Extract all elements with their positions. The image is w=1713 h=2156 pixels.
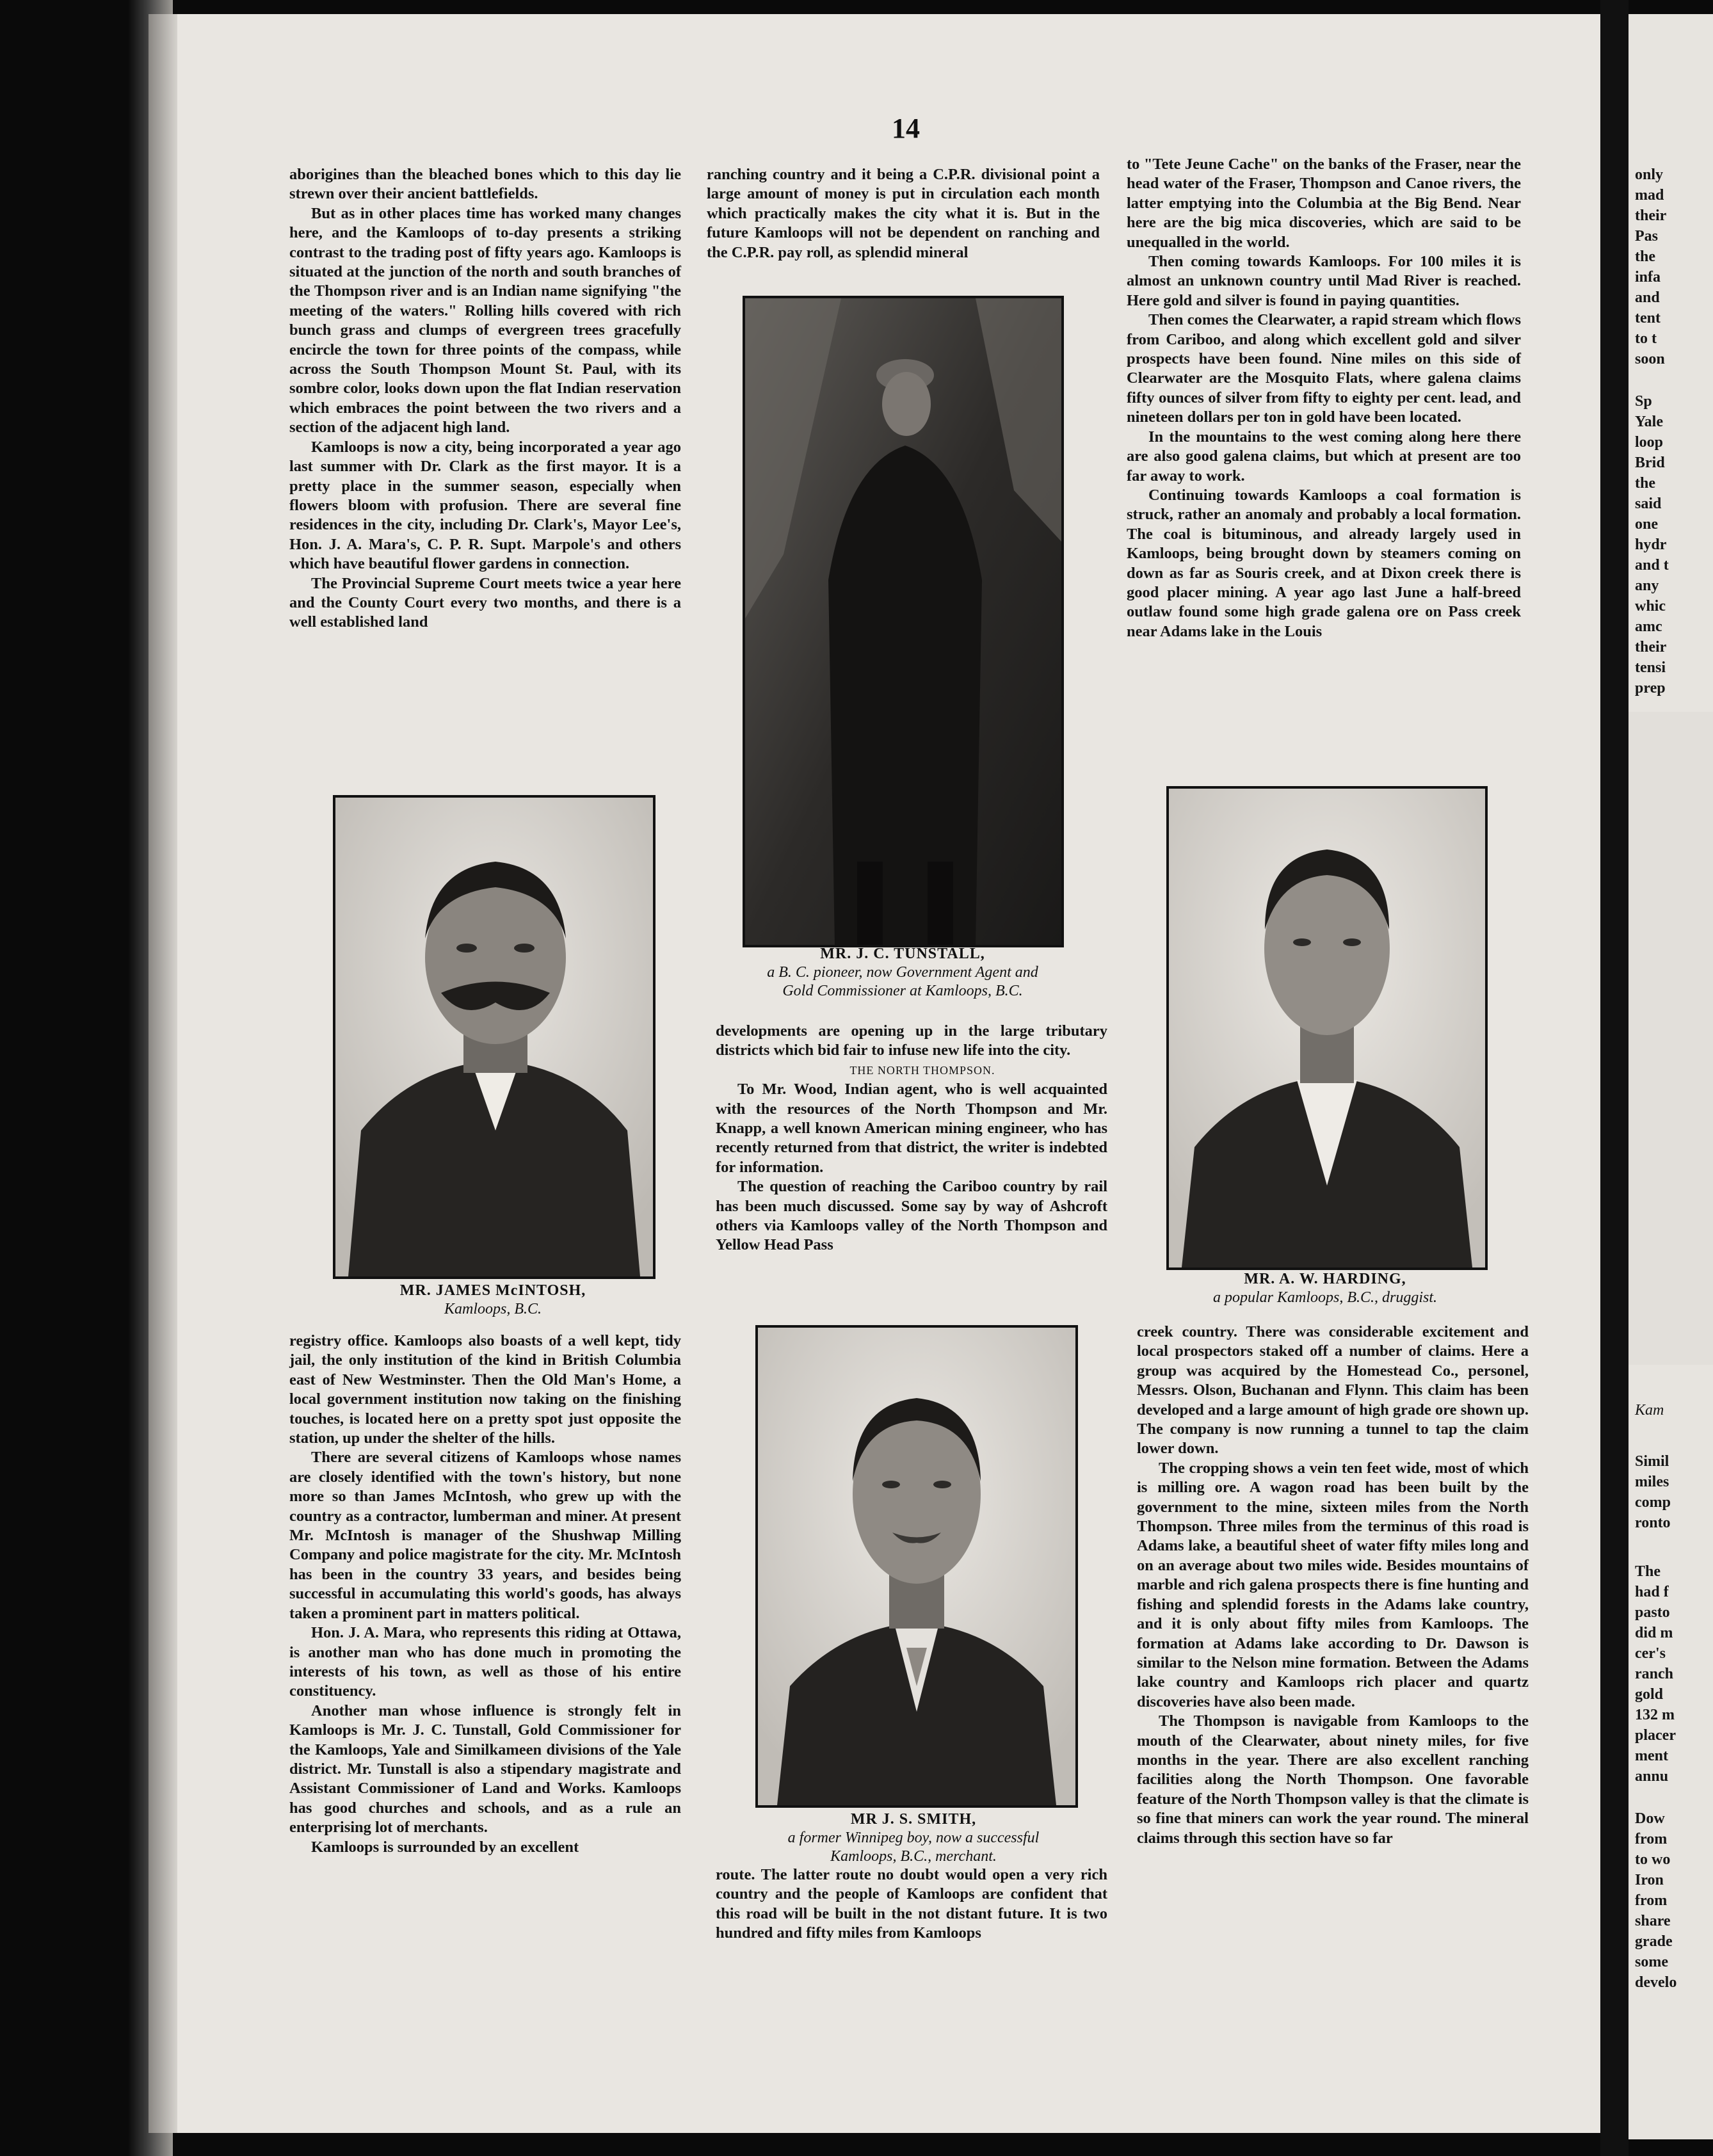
fragment-line: grade (1635, 1933, 1673, 1950)
fragment-line: loop (1635, 434, 1664, 451)
paragraph: The question of reaching the Cariboo country by rail has been much discussed. Some say by way of Ashcroft others via Kamloops valley of the North Thompson and Yellow Head Pass (716, 1178, 1107, 1254)
fragment-line: mad (1635, 187, 1664, 204)
fragment-line: pasto (1635, 1604, 1670, 1621)
fragment-line: only (1635, 166, 1664, 183)
caption-description: a B. C. pioneer, now Government Agent and (767, 964, 1038, 981)
caption-name: MR. A. W. HARDING, (1244, 1271, 1406, 1287)
portrait-james-mcintosh (333, 795, 655, 1279)
fragment-line: Iron (1635, 1872, 1664, 1888)
caption-smith (712, 1810, 1115, 1866)
fragment-line: from (1635, 1831, 1668, 1847)
fragment-line: amc (1635, 618, 1662, 635)
paragraph: to "Tete Jeune Cache" on the banks of the Fraser, near the head water of the Fraser, Thompson and Canoe rivers, the latter emptying into the Columbia at the Big Bend. Near here are the big mica discoveries, which are said to be unequalled in the world. (1127, 156, 1521, 251)
fragment-line: ronto (1635, 1515, 1671, 1531)
fragment-line: infa (1635, 269, 1661, 286)
paragraph: The cropping shows a vein ten feet wide, most of which is milling ore. A wagon road has been built by the government to the mine, sixteen miles from the North Thompson. Three miles from the terminus of this road is Adams lake, a beautiful sheet of water fifty miles long and on an average about two miles wide. Besides mountains of marble and rich galena prospects there is fine hunting and fishing and splendid forests in the Adams lake country, and it is only about fifty miles from Kamloops. The formation at Adams lake according to Dr. Dawson is similar to the Nelson mine formation. Between the Adams lake country and Kamloops rich placer and quartz discoveries have also been made. (1137, 1459, 1529, 1710)
paragraph: Then coming towards Kamloops. For 100 miles it is almost an unknown country until Mad River is reached. Here gold and silver is found in paying quantities. (1127, 253, 1521, 309)
fragment-line: and (1635, 289, 1660, 306)
fragment-line: any (1635, 577, 1659, 594)
fragment-line: the (1635, 475, 1655, 492)
fragment-line: to t (1635, 330, 1657, 347)
fragment-line: soon (1635, 351, 1665, 367)
paragraph: The Provincial Supreme Court meets twice a year here and the County Court every two months, and there is a well established land (289, 574, 681, 631)
fragment-line: their (1635, 639, 1667, 656)
fragment-line: miles (1635, 1474, 1669, 1490)
fragment-line: The (1635, 1563, 1661, 1580)
caption-description: Kamloops, B.C., merchant. (830, 1848, 997, 1865)
fragment-caption: Kam (1635, 1402, 1664, 1419)
fragment-line: cer's (1635, 1645, 1666, 1662)
fragment-line: ment (1635, 1748, 1668, 1764)
caption-description: Kamloops, B.C. (444, 1301, 542, 1317)
column-1-top-text (289, 165, 681, 632)
column-2-middle-text (716, 1022, 1107, 1255)
portrait-j-s-smith (755, 1325, 1078, 1808)
fragment-line: tent (1635, 310, 1661, 326)
caption-tunstall (704, 945, 1101, 1001)
fragment-line: Yale (1635, 414, 1663, 430)
fragment-line: develo (1635, 1974, 1677, 1991)
paragraph: registry office. Kamloops also boasts of a well kept, tidy jail, the only institution of the kind in British Columbia east of New Westminster. Then the Old Man's Home, a local government institution now taking on the finishing touches, is located here on a pretty spot just opposite the station, up under the shelter of the hills. (289, 1332, 681, 1447)
caption-description: Gold Commissioner at Kamloops, B.C. (782, 983, 1023, 999)
fragment-line: placer (1635, 1727, 1676, 1744)
fragment-line: Simil (1635, 1453, 1669, 1470)
paragraph: In the mountains to the west coming along here there are also good galena claims, but which at present are too far away to work. (1127, 428, 1521, 485)
paragraph: Another man whose influence is strongly felt in Kamloops is Mr. J. C. Tunstall, Gold Commissioner for the Kamloops, Yale and Similkameen divisions of the Yale district. Mr. Tunstall is also a stipendary magistrate and Assistant Commissioner of Land and Works. Kamloops has good churches and schools, and as a rule an enterprising lot of merchants. (289, 1701, 681, 1837)
column-3-top-text (1127, 155, 1521, 641)
fragment-line: gold (1635, 1686, 1664, 1703)
column-3-bottom-text (1137, 1323, 1529, 1848)
fragment-line: Pas (1635, 228, 1658, 245)
fragment-line: said (1635, 495, 1662, 512)
fragment-line: Brid (1635, 455, 1665, 471)
fragment-line: Sp (1635, 393, 1652, 410)
fragment-line: one (1635, 516, 1658, 533)
paragraph: There are several citizens of Kamloops whose names are closely identified with the town's history, but none more so than James McIntosh, who grew up with the country as a contractor, lumberman and miner. At present Mr. McIntosh is manager of the Shushwap Milling Company and police magistrate for the city. Mr. McIntosh has been in the country 33 years, and besides being successful in accumulating this world's goods, has always taken a prominent part in matters political. (289, 1449, 681, 1622)
caption-description: a former Winnipeg boy, now a successful (787, 1830, 1040, 1846)
column-1-bottom-text (289, 1331, 681, 1857)
fragment-photo (1629, 712, 1713, 1365)
paragraph: aborigines than the bleached bones which to this day lie strewn over their ancient battlefields. (289, 166, 681, 203)
caption-name: MR J. S. SMITH, (850, 1811, 977, 1828)
paragraph: Continuing towards Kamloops a coal formation is struck, rather an anomaly and probably a local formation. The coal is bituminous, and already largely used in Kamloops, being brought down by steamers coming on down as far as Souris creek, and at Dixon creek there is good placer mining. A year ago last June a half-breed outlaw found some high grade galena ore on Pass creek near Adams lake in the Louis (1127, 486, 1521, 640)
paragraph: The Thompson is navigable from Kamloops to the mouth of the Clearwater, about ninety miles, for five months in the year. There are also excellent ranching facilities along the North Thompson. One favorable feature of the North Thompson valley is that the climate is so fine that miners can work the year round. The mineral claims through this section have so far (1137, 1712, 1529, 1847)
fragment-line: ranch (1635, 1666, 1673, 1682)
caption-description: a popular Kamloops, B.C., druggist. (1212, 1289, 1438, 1306)
paragraph: creek country. There was considerable excitement and local prospectors staked off a number of claims. Here a group was acquired by the Homestead Co., personel, Messrs. Olson, Buchanan and Flynn. This claim has been developed and a large amount of high grade ore shown up. The company is now running a tunnel to tap the claim lower down. (1137, 1323, 1529, 1458)
fragment-line: 132 m (1635, 1707, 1675, 1723)
portrait-smith-image (758, 1328, 1075, 1805)
fragment-line: had f (1635, 1584, 1669, 1600)
portrait-mcintosh-image (335, 798, 653, 1276)
page-gutter (1600, 0, 1629, 2156)
paragraph: Kamloops is surrounded by an excellent (311, 1838, 579, 1856)
fragment-line: to wo (1635, 1851, 1671, 1868)
paragraph: Hon. J. A. Mara, who represents this riding at Ottawa, is another man who has done much in promoting the interests of his town, as well as those of his entire constituency. (289, 1624, 681, 1700)
fragment-line: Dow (1635, 1810, 1665, 1827)
page-number: 14 (892, 113, 920, 144)
caption-name: MR. J. C. TUNSTALL, (820, 945, 985, 962)
fragment-line: their (1635, 207, 1667, 224)
fragment-line: share (1635, 1913, 1671, 1929)
fragment-line: and t (1635, 557, 1669, 574)
paragraph: Then comes the Clearwater, a rapid stream which flows from Cariboo, and along which excellent gold and silver prospects have been found. Nine miles on this side of Clearwater are the Mosquito Flats, where galena claims fifty ounces of silver from fifty to eighty per cent. lead, and nineteen dollars per ton in gold have been located. (1127, 311, 1521, 426)
paragraph: To Mr. Wood, Indian agent, who is well acquainted with the resources of the North Thompson and Mr. Knapp, a well known American mining engineer, who has recently returned from that district, the writer is indebted for information. (716, 1081, 1107, 1176)
column-2-bottom-text (716, 1865, 1107, 1943)
page-binding-edge (149, 14, 177, 2133)
paragraph: Kamloops is now a city, being incorporated a year ago last summer with Dr. Clark as the first mayor. It is a pretty place in the summer season, especially when flowers bloom with profusion. There are several fine residences in the city, including Dr. Clark's, Mayor Lee's, Hon. J. A. Mara's, C. P. R. Supt. Marpole's and others which have beautiful flower gardens in connection. (289, 438, 681, 573)
caption-name: MR. JAMES McINTOSH, (399, 1282, 586, 1299)
adjacent-page-fragment (1629, 14, 1713, 2139)
caption-harding (1133, 1270, 1517, 1307)
portrait-harding-image (1169, 789, 1485, 1267)
fragment-line: comp (1635, 1494, 1671, 1511)
fragment-line: hydr (1635, 536, 1667, 553)
fragment-line: annu (1635, 1768, 1669, 1785)
paragraph: ranching country and it being a C.P.R. divisional point a large amount of money is put in circulation each month which practically makes the city what it is. But in the future Kamloops will not be dependent on ranching and the C.P.R. pay roll, as splendid mineral (707, 166, 1100, 261)
fragment-line: the (1635, 248, 1655, 265)
portrait-tunstall-image (745, 298, 1061, 945)
fragment-line: whic (1635, 598, 1666, 615)
paragraph: route. The latter route no doubt would open a very rich country and the people of Kamloops are confident that this road will be built in the not distant future. It is two hundred and fifty miles from Kamloops (716, 1866, 1107, 1942)
caption-mcintosh (301, 1282, 685, 1319)
fragment-line: from (1635, 1892, 1668, 1909)
section-heading: THE NORTH THOMPSON. (849, 1063, 995, 1077)
fragment-line: tensi (1635, 659, 1666, 676)
portrait-a-w-harding (1166, 786, 1488, 1270)
fragment-line: did m (1635, 1625, 1673, 1641)
paragraph: developments are opening up in the large tributary districts which bid fair to infuse new life into the city. (716, 1022, 1107, 1059)
column-2-top-text (707, 165, 1100, 262)
paragraph: But as in other places time has worked many changes here, and the Kamloops of to-day presents a striking contrast to the trading post of fifty years ago. Kamloops is situated at the junction of the north and south branches of the Thompson river and is an Indian name signifying "the meeting of the waters." Rolling hills covered with rich bunch grass and clumps of evergreen trees gracefully encircle the town for three points of the compass, while across the South Thompson Mount St. Paul, with its sombre color, looks down upon the flat Indian reservation which embraces the point between the two rivers and a section of the adjacent high land. (289, 204, 681, 437)
fragment-line: some (1635, 1954, 1668, 1970)
fragment-line: prep (1635, 680, 1666, 696)
portrait-j-c-tunstall (743, 296, 1064, 947)
